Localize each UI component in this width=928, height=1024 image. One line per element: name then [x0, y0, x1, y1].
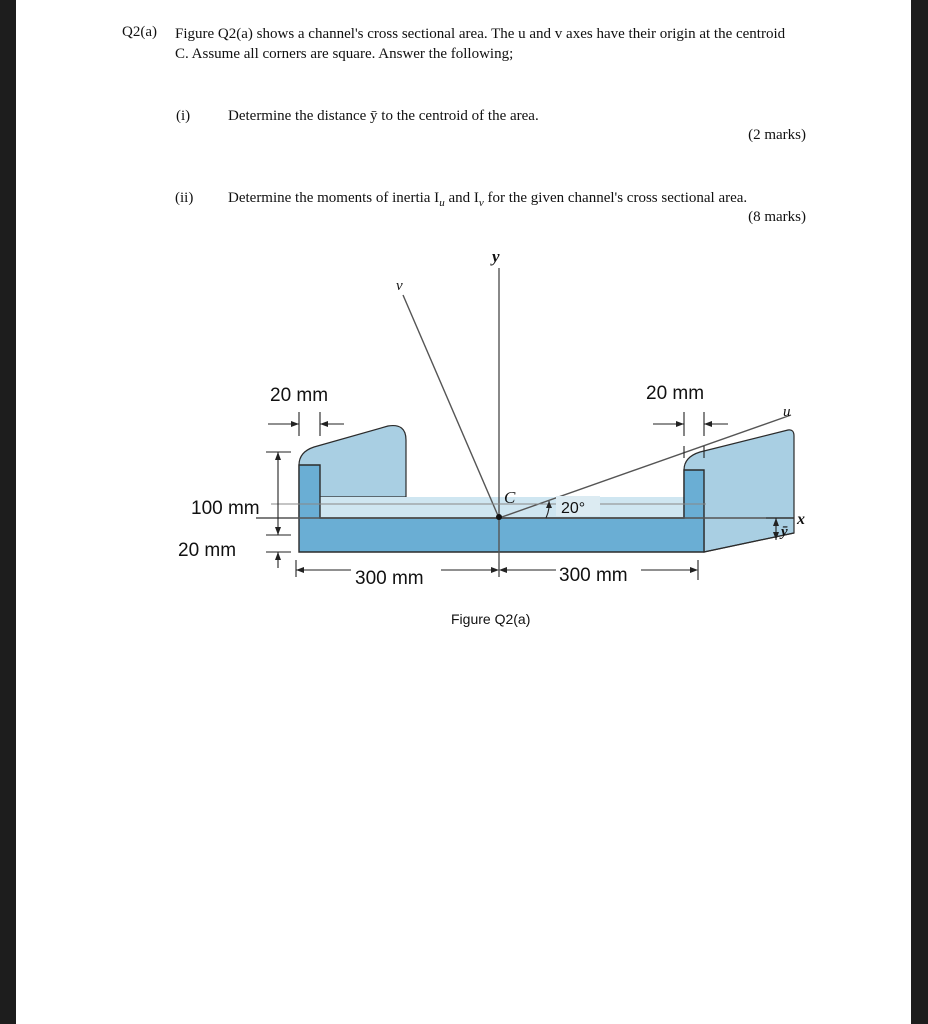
dim-height: 100 mm: [191, 498, 260, 519]
question-text: Figure Q2(a) shows a channel's cross sectional area. The u and v axes have their origin at the centroid C. Assume all corners are square. Answer the following;: [175, 26, 786, 62]
centroid-point: [496, 514, 502, 520]
angle-label: 20°: [561, 500, 586, 517]
part-i-marks: (2 marks): [748, 127, 806, 143]
document-page: [16, 0, 911, 1024]
part-ii-number: (ii): [175, 190, 194, 206]
v-axis-label: v: [396, 278, 403, 294]
part-ii-text-a: Determine the moments of inertia I: [228, 190, 440, 206]
x-axis-label: x: [797, 511, 805, 528]
dim-base: 20 mm: [178, 540, 237, 561]
part-i-text: Determine the distance ȳ to the centroid of the area.: [228, 108, 539, 124]
question-label: Q2(a): [122, 24, 157, 40]
channel-figure: [16, 0, 911, 660]
figure-caption: Figure Q2(a): [451, 611, 531, 627]
u-axis-label: u: [783, 404, 791, 420]
dim-left-thickness: 20 mm: [270, 385, 329, 406]
channel-body: [299, 426, 794, 552]
dim-right-thickness: 20 mm: [646, 383, 705, 404]
part-i-number: (i): [176, 108, 191, 124]
dim-half-right: 300 mm: [559, 565, 628, 586]
part-ii-sub-v: v: [478, 197, 484, 209]
ybar-label: ȳ: [781, 524, 788, 540]
part-ii-text-b: and I: [444, 190, 479, 206]
centroid-label: C: [504, 488, 516, 507]
v-axis-line: [403, 295, 499, 518]
part-ii-text-c: for the given channel's cross sectional area.: [483, 190, 748, 206]
y-axis-label: y: [492, 247, 500, 266]
part-ii-marks: (8 marks): [748, 209, 806, 225]
axes: [256, 268, 794, 562]
part-ii-sub-u: u: [439, 197, 445, 209]
dim-half-left: 300 mm: [355, 568, 424, 589]
